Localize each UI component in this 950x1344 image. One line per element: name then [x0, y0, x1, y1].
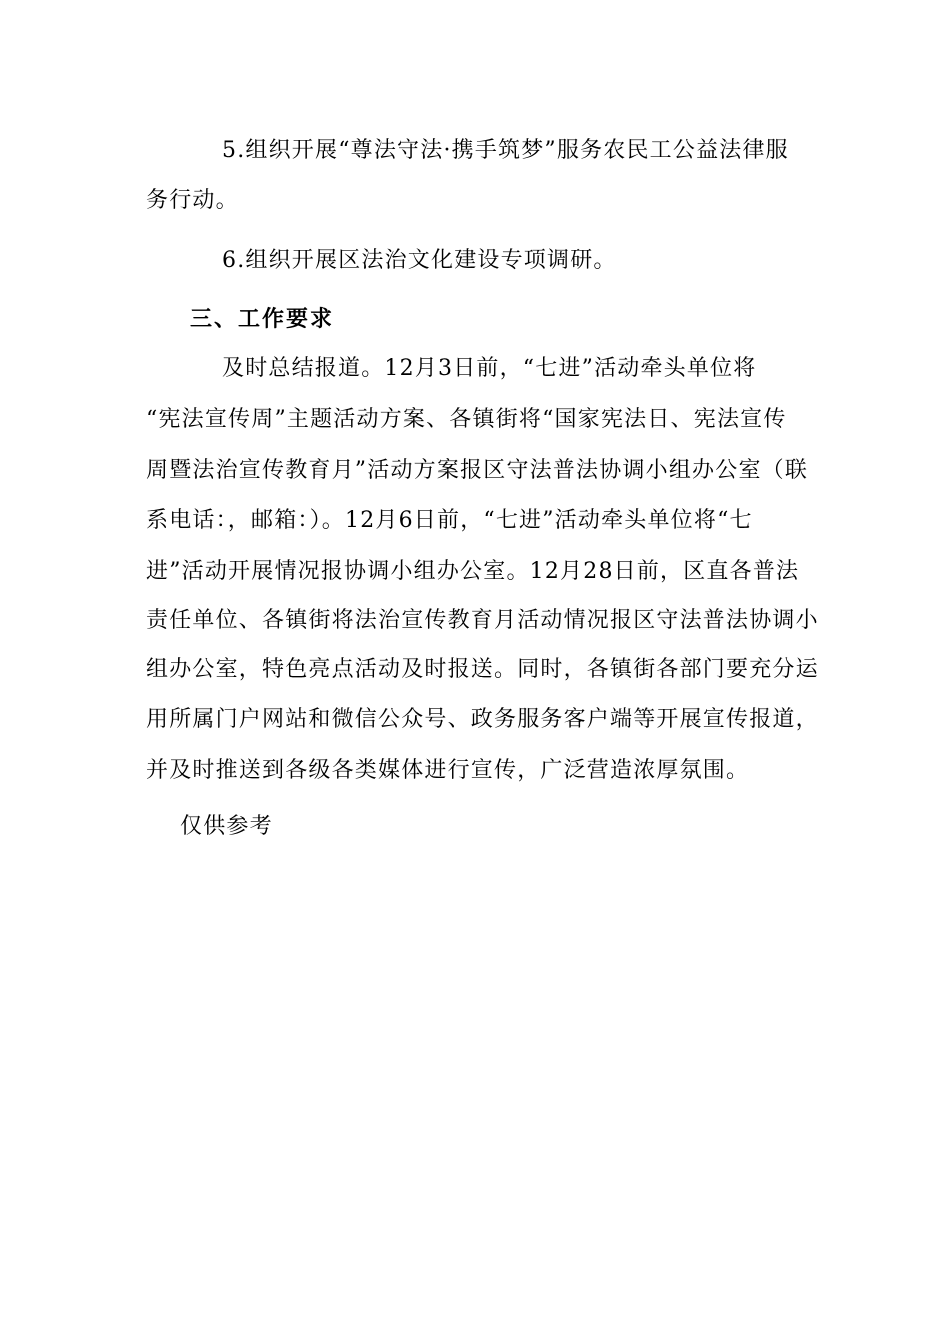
paragraph-line: 并及时推送到各级各类媒体进行宣传，广泛营造浓厚氛围。 — [146, 758, 750, 783]
paragraph-line: 系电话：，邮箱：）。12月6日前，“七进”活动牵头单位将“七 — [146, 508, 753, 533]
paragraph-line: 进”活动开展情况报协调小组办公室。12月28日前，区直各普法 — [146, 559, 800, 584]
paragraph-line: 周暨法治宣传教育月”活动方案报区守法普法协调小组办公室（联 — [146, 458, 809, 483]
paragraph-line: 及时总结报道。12月3日前，“七进”活动牵头单位将 — [222, 356, 757, 381]
paragraph-line: “宪法宣传周”主题活动方案、各镇街将“国家宪法日、宪法宣传 — [146, 407, 787, 432]
list-item-6: 6.组织开展区法治文化建设专项调研。 — [222, 248, 617, 273]
paragraph-line: 组办公室，特色亮点活动及时报送。同时，各镇街各部门要充分运 — [146, 657, 819, 682]
paragraph-line: 用所属门户网站和微信公众号、政务服务客户端等开展宣传报道， — [146, 707, 819, 732]
list-item-5-line-1: 5.组织开展“尊法守法·携手筑梦”服务农民工公益法律服 — [222, 138, 789, 163]
list-item-5-line-2: 务行动。 — [146, 188, 239, 213]
footer-note: 仅供参考 — [180, 814, 273, 839]
paragraph-line: 责任单位、各镇街将法治宣传教育月活动情况报区守法普法协调小 — [146, 608, 819, 633]
section-heading: 三、工作要求 — [190, 307, 335, 332]
